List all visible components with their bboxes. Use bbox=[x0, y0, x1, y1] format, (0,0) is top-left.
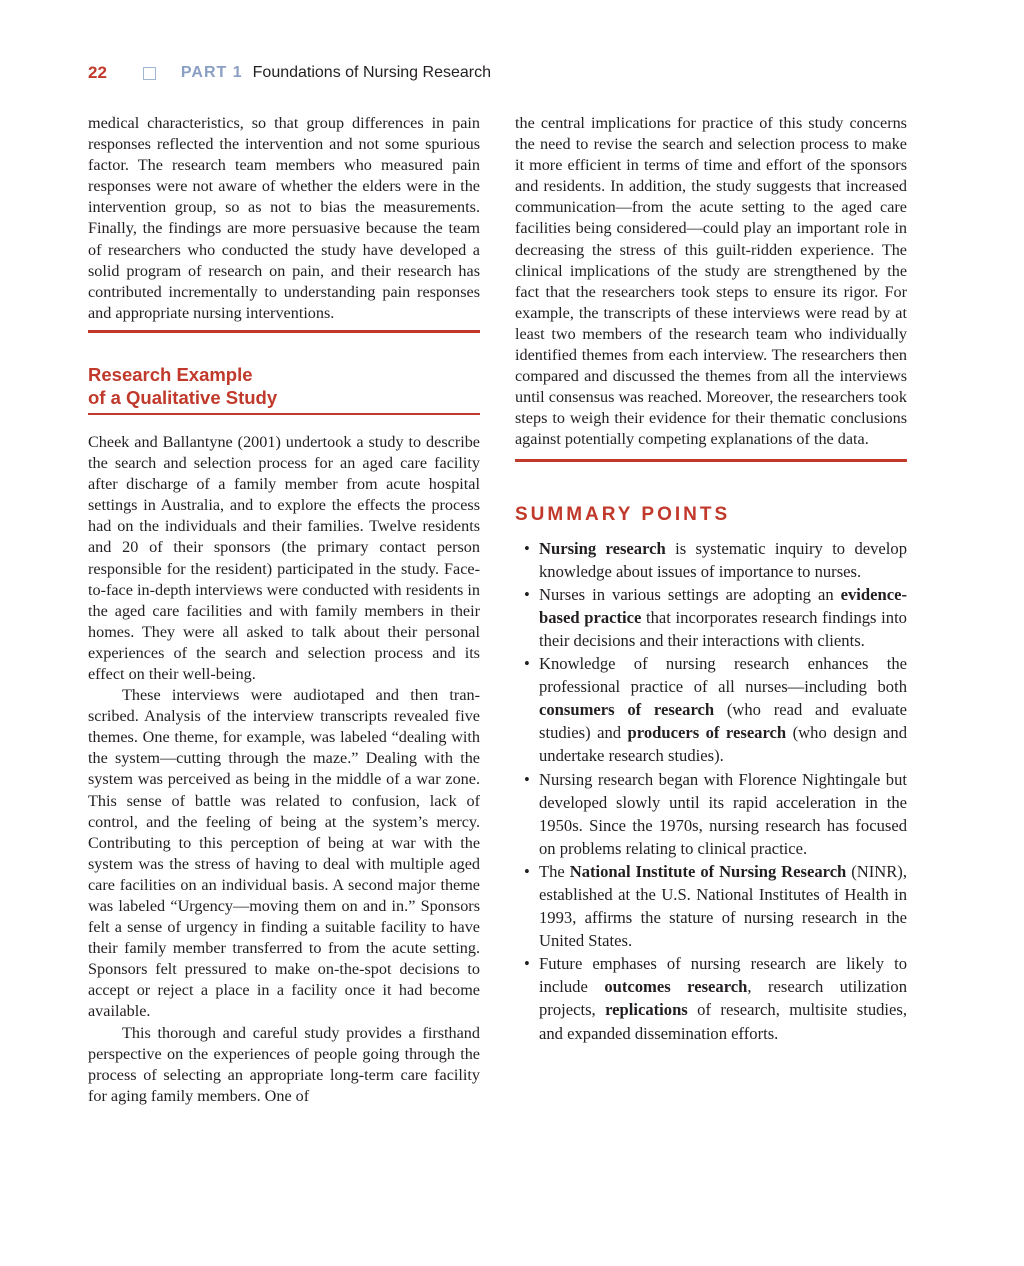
example-paragraph-2: These interviews were audiotaped and then transcribed. Analysis of the interview transcripts revealed five themes. One theme, for example, was labeled “dealing with the system—cutting through the maze.” Dealing with the system was perceived as being in the middle of a war zone. This sense of battle was related to confusion, lack of control, and the feeling of being at the system’s mercy. Contributing to this perception of being at war with the system was the stress of having to deal with multiple aged care facilities on an individual basis. A second major theme was labeled “Urgency—moving them on and in.” Sponsors felt a sense of urgency in finding a suitable facility to have their family member transferred to from the acute setting. Sponsors felt pressured to make on-the-spot decisions to accept or reject a place in a facility once it had become available. bbox=[88, 686, 480, 1021]
summary-rule-top bbox=[515, 459, 907, 462]
key-term: evidence-based practice bbox=[539, 584, 907, 627]
running-header bbox=[88, 60, 491, 86]
key-term: Nursing research bbox=[539, 538, 666, 558]
summary-text: The bbox=[539, 861, 570, 881]
example-paragraph-3: This thorough and careful study provides a firsthand perspective on the experiences of people going through the process of selecting an appropriate long-term care facility for aging family members. One of bbox=[88, 1023, 480, 1105]
summary-heading: SUMMARY POINTS bbox=[515, 503, 731, 525]
bullet-glyph: • bbox=[524, 584, 530, 604]
bullet-glyph: • bbox=[524, 954, 530, 974]
summary-list bbox=[515, 537, 907, 1045]
summary-text: (NINR), established at the U.S. National Institutes of Health in 1993, affirms the stature of nursing research in the United States. bbox=[539, 861, 907, 951]
summary-item bbox=[515, 952, 907, 1044]
summary-text: (who read and evaluate studies) and bbox=[539, 700, 908, 743]
continued-paragraph: the central implications for practice of this study concerns the need to revise the search and selection process to make it more efficient in terms of time and effort of the sponsors and residents. In addition, the study suggests that increased communication—from the acute setting to the aged care facilities being considered—could play an important role in decreasing the stress of this guilt-ridden experience. The clinical implications of the study are strengthened by the fact that the researchers took steps to ensure its rigor. For example, the transcripts of these interviews were read by at least two members of the research team who individually identified themes from each interview. The researchers then compared and discussed the themes from all the interviews until consensus was reached. Moreover, the researchers took steps to weigh their evidence for their thematic conclusions against potentially competing explanations of the data. bbox=[515, 114, 907, 449]
summary-text: Nursing research began with Florence Nightingale but developed slowly until its rapid acceleration in the 1950s. Since the 1970s, nursing research has focused on problems relating to clinical practice. bbox=[539, 769, 907, 858]
summary-item bbox=[515, 768, 907, 860]
key-term: consumers of research bbox=[539, 700, 715, 720]
bullet-glyph: • bbox=[524, 861, 530, 881]
page-number: 22 bbox=[88, 63, 107, 82]
section-heading-line2: of a Qualitative Study bbox=[88, 386, 278, 408]
section-heading bbox=[88, 363, 480, 409]
summary-text: that incorporates research findings into their decisions and their interactions with clients. bbox=[539, 607, 907, 650]
summary-text: Knowledge of nursing research enhances the professional practice of all nurses—including both bbox=[539, 654, 907, 697]
right-column bbox=[515, 113, 907, 1045]
summary-text: (who design and undertake research studies). bbox=[539, 723, 907, 766]
summary-item bbox=[515, 583, 907, 652]
section-rule-top bbox=[88, 330, 480, 333]
summary-text: , research utilization projects, bbox=[539, 977, 907, 1020]
part-label: PART 1 bbox=[180, 64, 243, 81]
section-rule-bottom bbox=[88, 413, 480, 415]
section-heading-line1: Research Example bbox=[88, 363, 253, 385]
summary-item bbox=[515, 537, 907, 583]
left-column bbox=[88, 113, 480, 1107]
bullet-glyph: • bbox=[524, 769, 530, 789]
key-term: producers of research bbox=[627, 723, 787, 743]
intro-paragraph: medical characteristics, so that group differences in pain responses reflected the intervention and not some spurious factor. The research team members who measured pain responses were not aware of whether the elders were in the intervention group, so as not to bias the measurements. Finally, the findings are more persuasive because the team of researchers who conducted the study have developed a solid program of research on pain, and their research has contributed incrementally to understanding pain responses and appropriate nursing interventions. bbox=[88, 114, 480, 322]
summary-text: Nurses in various settings are adopting an bbox=[539, 584, 841, 604]
summary-text: is systematic inquiry to develop knowledge about issues of importance to nurses. bbox=[539, 538, 907, 581]
key-term: outcomes research bbox=[604, 977, 748, 997]
summary-text: Future emphases of nursing research are likely to include bbox=[539, 954, 907, 997]
bullet-glyph: • bbox=[524, 654, 530, 674]
header-separator-box bbox=[143, 67, 156, 80]
bullet-glyph: • bbox=[524, 538, 530, 558]
summary-item bbox=[515, 860, 907, 952]
key-term: National Institute of Nursing Research bbox=[569, 861, 847, 881]
summary-item bbox=[515, 652, 907, 767]
example-paragraph-1: Cheek and Ballantyne (2001) undertook a study to describe the search and selection process for an aged care facility after discharge of a family member from acute hospital settings in Australia, and to explore the effects the process had on the individuals and their families. Twelve residents and 20 of their sponsors (the primary contact person responsible for the resident) participated in the study. Face-to-face in-depth interviews were conducted with residents in the aged care facilities and with family members in their homes. They were all asked to talk about their personal experiences of the search and selection process and its effect on their well-being. bbox=[88, 432, 480, 683]
part-title: Foundations of Nursing Research bbox=[252, 64, 491, 81]
key-term: replications bbox=[605, 1000, 688, 1020]
summary-text: of research, multisite studies, and expanded dissemination efforts. bbox=[539, 1000, 907, 1043]
